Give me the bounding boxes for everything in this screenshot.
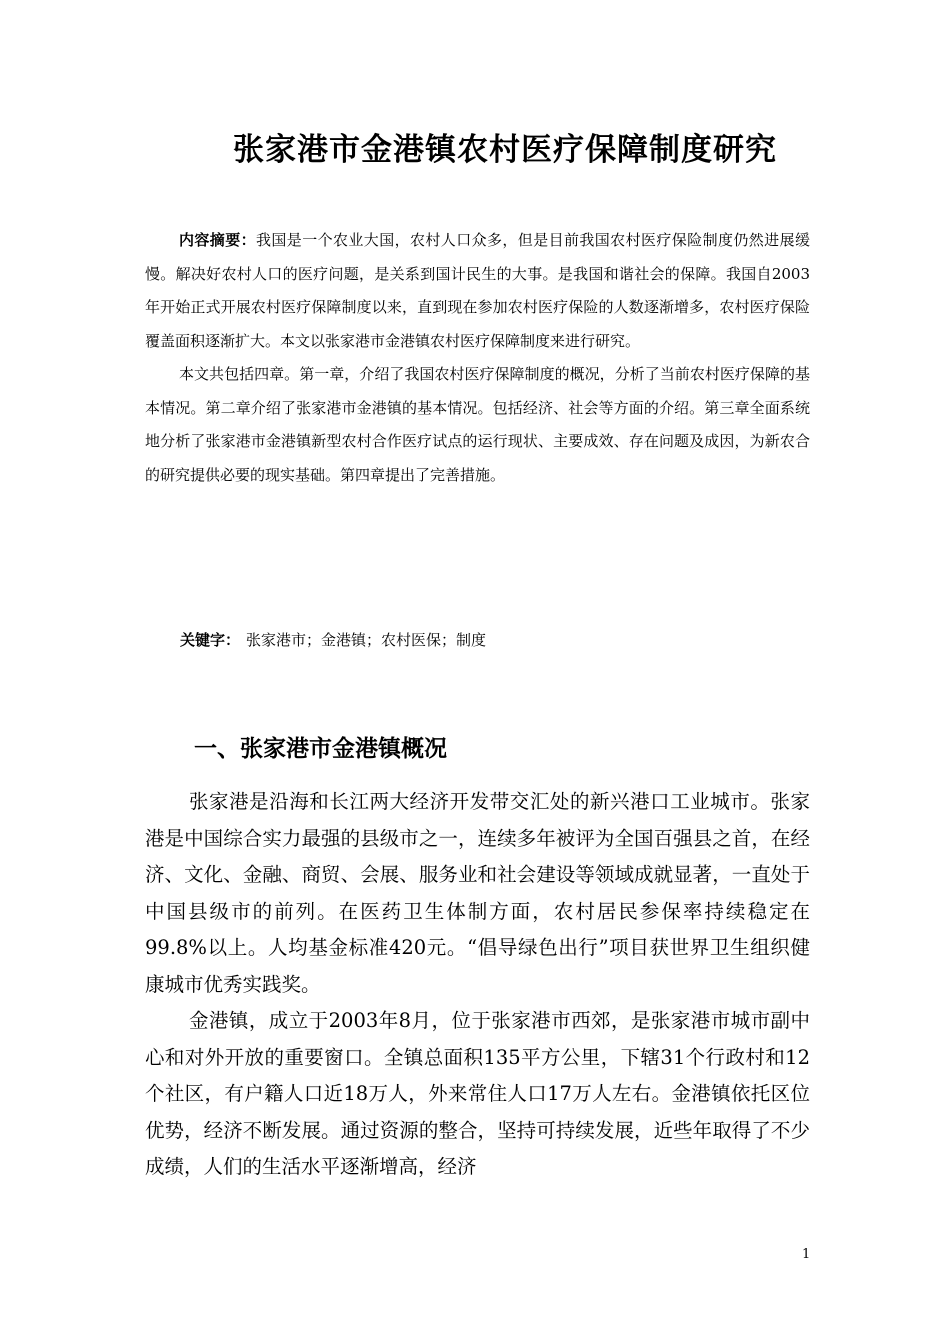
page-number: 1 <box>802 1247 811 1262</box>
abstract-label: 内容摘要： <box>179 231 256 249</box>
section-body <box>145 784 810 1186</box>
section-heading: 一、张家港市金港镇概况 <box>194 736 447 762</box>
keywords-label: 关键字： <box>180 631 241 649</box>
body-paragraph-1: 张家港是沿海和长江两大经济开发带交汇处的新兴港口工业城市。张家港是中国综合实力最强的县级市之一，连续多年被评为全国百强县之首，在经济、文化、金融、商贸、会展、服务业和社会建设等领域成就显著，一直处于中国县级市的前列。在医药卫生体制方面，农村居民参保率持续稳定在99.8%以上。人均基金标准420元。“倡导绿色出行”项目获世界卫生组织健康城市优秀实践奖。 <box>145 790 810 996</box>
keywords-value: 张家港市；金港镇；农村医保；制度 <box>246 631 487 649</box>
abstract-paragraph-1 <box>145 224 810 358</box>
abstract-text-1: 我国是一个农业大国，农村人口众多，但是目前我国农村医疗保险制度仍然进展缓慢。解决好农村人口的医疗问题，是关系到国计民生的大事。是我国和谐社会的保障。我国自2003年开始正式开展农村医疗保障制度以来，直到现在参加农村医疗保险的人数逐渐增多，农村医疗保险覆盖面积逐渐扩大。本文以张家港市金港镇农村医疗保障制度来进行研究。 <box>145 231 810 350</box>
body-paragraph-2: 金港镇，成立于2003年8月，位于张家港市西郊，是张家港市城市副中心和对外开放的重要窗口。全镇总面积135平方公里，下辖31个行政村和12个社区，有户籍人口近18万人，外来常住人口17万人左右。金港镇依托区位优势，经济不断发展。通过资源的整合，坚持可持续发展，近些年取得了不少成绩，人们的生活水平逐渐增高，经济 <box>145 1009 810 1178</box>
page-title: 张家港市金港镇农村医疗保障制度研究 <box>233 132 777 168</box>
keywords-line <box>180 625 486 655</box>
abstract-section <box>145 224 810 492</box>
abstract-paragraph-2: 本文共包括四章。第一章，介绍了我国农村医疗保障制度的概况，分析了当前农村医疗保障的基本情况。第二章介绍了张家港市金港镇的基本情况。包括经济、社会等方面的介绍。第三章全面系统地分析了张家港市金港镇新型农村合作医疗试点的运行现状、主要成效、存在问题及成因，为新农合的研究提供必要的现实基础。第四章提出了完善措施。 <box>145 365 810 484</box>
